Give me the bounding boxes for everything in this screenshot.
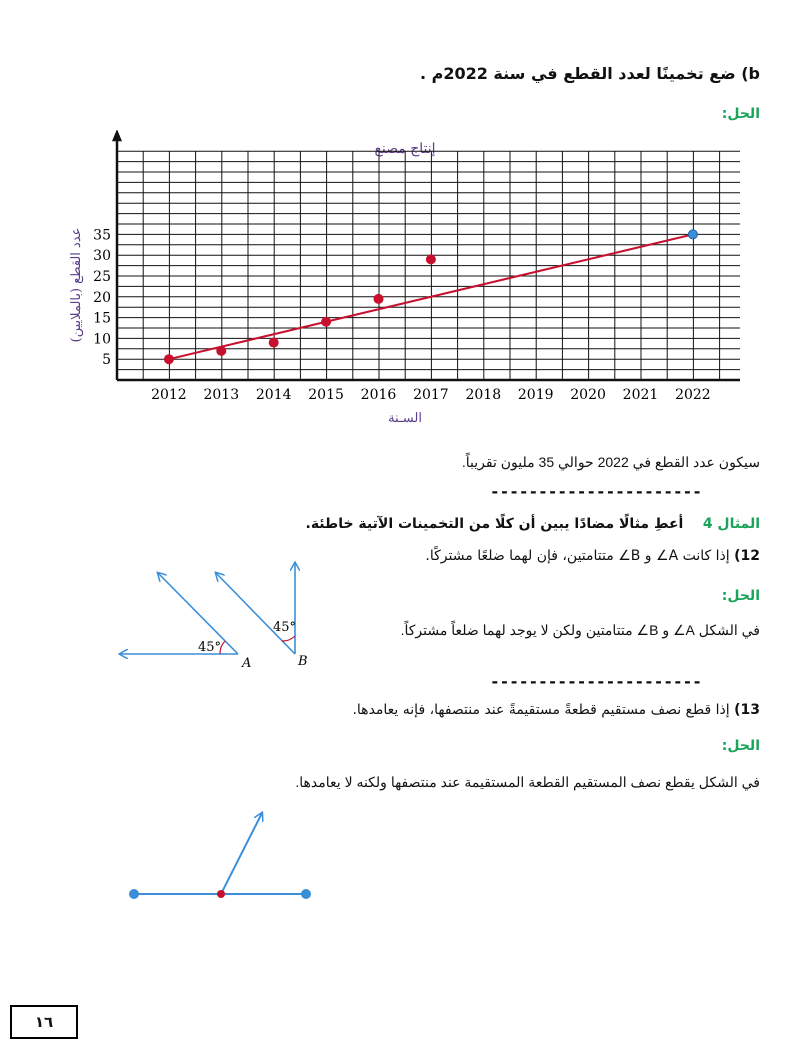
data-point bbox=[164, 354, 174, 364]
x-tick-label: 2012 bbox=[151, 387, 187, 403]
y-tick-label: 25 bbox=[93, 269, 111, 285]
label-b: B bbox=[298, 654, 308, 669]
page-number: ١٦ bbox=[10, 1005, 78, 1039]
angle-a-value: 45° bbox=[198, 640, 222, 655]
x-tick-label: 2021 bbox=[622, 387, 659, 403]
data-point bbox=[216, 346, 226, 356]
y-tick-label: 30 bbox=[93, 248, 111, 265]
question-text: ضع تخمينًا لعدد القطع في سنة 2022م . bbox=[419, 64, 736, 83]
y-tick-label: 10 bbox=[93, 331, 111, 348]
data-point bbox=[269, 338, 279, 348]
x-tick-label: 2016 bbox=[360, 387, 397, 403]
x-tick-label: 2014 bbox=[255, 387, 292, 403]
x-axis-label: السـنة bbox=[388, 411, 422, 426]
x-tick-label: 2013 bbox=[203, 387, 240, 403]
figure-13 bbox=[120, 805, 320, 910]
x-tick-labels bbox=[151, 387, 711, 403]
data-point bbox=[374, 294, 384, 304]
x-tick-label: 2017 bbox=[413, 387, 449, 403]
x-tick-label: 2022 bbox=[675, 387, 711, 403]
q13-number: 13) bbox=[734, 702, 760, 718]
solution-label-12: الحل: bbox=[721, 588, 760, 604]
question-b bbox=[420, 64, 760, 83]
example-instruction: أعطِ مثالًا مضادًا يبين أن كلًا من التخمينات الآتية خاطئة. bbox=[305, 516, 684, 532]
x-tick-label: 2018 bbox=[465, 387, 502, 403]
q13-text: إذا قطع نصف مستقيم قطعةً مستقيمةً عند منتصفها، فإنه يعامدها. bbox=[352, 702, 730, 718]
angle-b-value: 45° bbox=[273, 620, 297, 635]
example-label: المثال 4 bbox=[702, 516, 760, 532]
y-tick-label: 35 bbox=[93, 227, 111, 244]
segment-endpoint-right bbox=[301, 889, 311, 899]
x-tick-label: 2019 bbox=[517, 387, 554, 403]
question-letter: b) bbox=[741, 64, 760, 83]
y-tick-label: 5 bbox=[102, 352, 111, 369]
ray bbox=[221, 813, 262, 894]
label-a: A bbox=[242, 656, 252, 670]
solution-label-13: الحل: bbox=[721, 738, 760, 754]
chart-title: إنتاج مصنع bbox=[374, 141, 436, 157]
y-tick-label: 20 bbox=[93, 289, 111, 306]
angle-arc-b bbox=[282, 636, 295, 641]
ray-b-diagonal bbox=[216, 573, 295, 654]
answer-12: في الشكل A∠ و B∠ متتامتين ولكن لا يوجد لهما ضلعاً مشتركاً. bbox=[400, 622, 760, 638]
midpoint bbox=[217, 890, 225, 898]
chart-grid bbox=[117, 151, 740, 380]
estimate-point bbox=[688, 230, 697, 239]
separator-1: ---------------------- bbox=[490, 482, 702, 501]
question-13 bbox=[352, 702, 760, 718]
y-axis-label: عدد القطع (بالملايين) bbox=[69, 227, 84, 343]
q12-text: إذا كانت A∠ و B∠ متتامتين، فإن لهما ضلعًا مشتركًا. bbox=[425, 548, 730, 564]
question-12 bbox=[425, 548, 760, 564]
answer-b: سيكون عدد القطع في 2022 حوالي 35 مليون تقريباً. bbox=[461, 454, 760, 470]
figure-12 bbox=[110, 555, 330, 670]
data-point bbox=[426, 254, 436, 264]
segment-endpoint-left bbox=[129, 889, 139, 899]
answer-13: في الشكل يقطع نصف المستقيم القطعة المستقيمة عند منتصفها ولكنه لا يعامدها. bbox=[295, 774, 760, 790]
chart bbox=[60, 130, 740, 430]
solution-label: الحل: bbox=[721, 106, 760, 122]
x-tick-label: 2015 bbox=[308, 387, 344, 403]
y-tick-label: 15 bbox=[93, 310, 111, 327]
y-tick-labels bbox=[93, 227, 111, 368]
separator-2: ---------------------- bbox=[490, 672, 702, 691]
example-4-header bbox=[306, 516, 761, 532]
data-point bbox=[321, 317, 331, 327]
chart-axes bbox=[112, 130, 740, 385]
y-axis-arrow bbox=[112, 130, 122, 141]
q12-number: 12) bbox=[734, 548, 760, 564]
x-tick-label: 2020 bbox=[570, 387, 606, 403]
